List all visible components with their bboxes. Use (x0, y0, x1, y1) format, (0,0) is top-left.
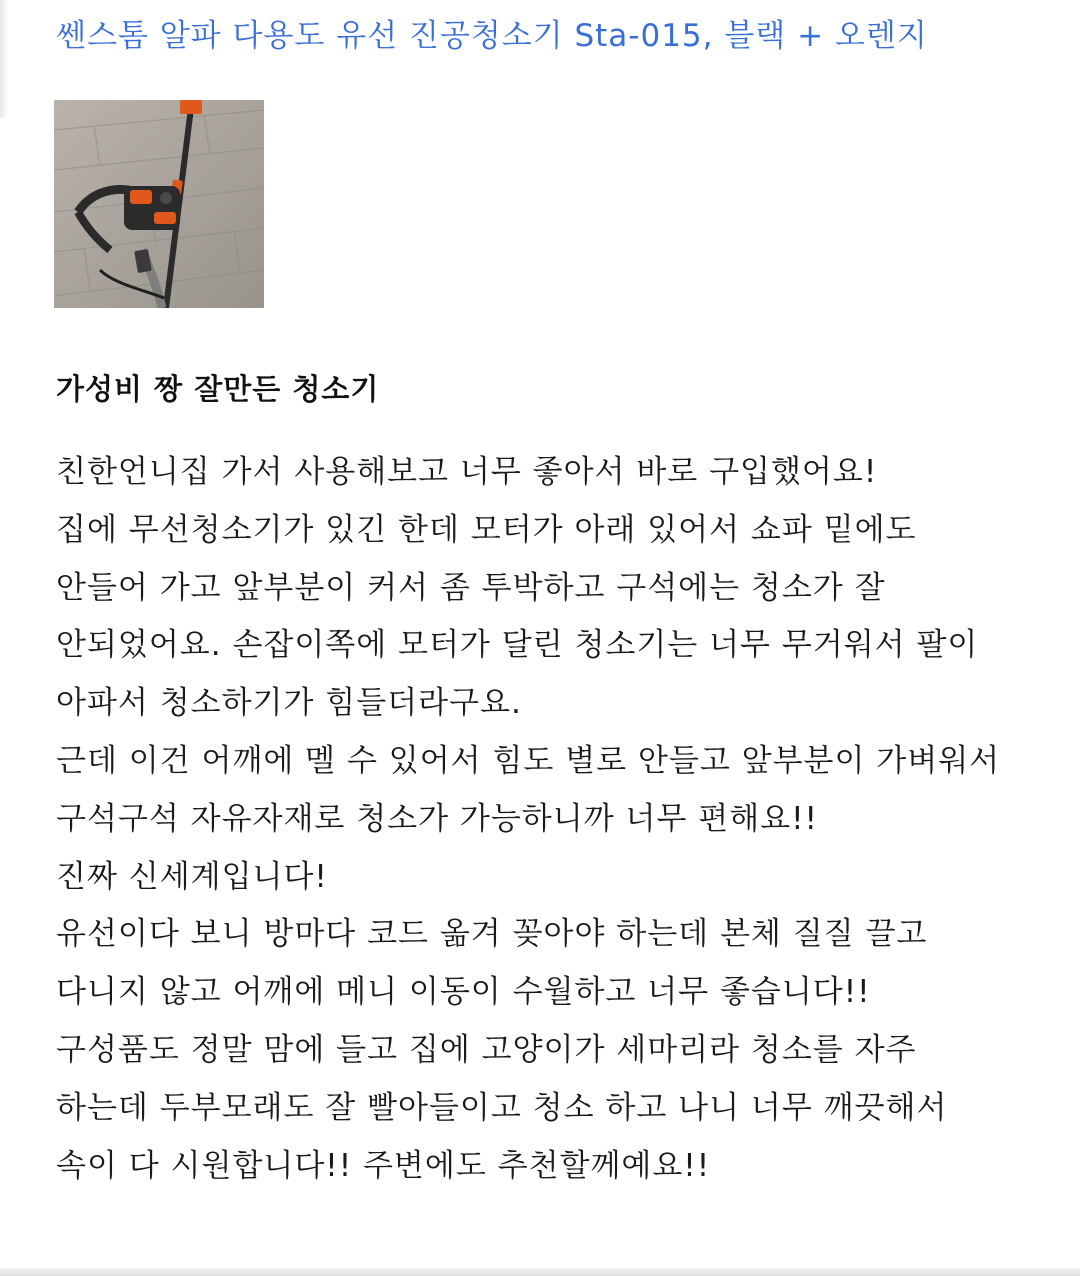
review-line: 유선이다 보니 방마다 코드 옮겨 꽂아야 하는데 본체 질질 끌고 (56, 916, 928, 953)
review-line: 안되었어요. 손잡이쪽에 모터가 달린 청소기는 너무 무거워서 팔이 (56, 627, 979, 664)
review-line: 구성품도 정말 맘에 들고 집에 고양이가 세마리라 청소를 자주 (56, 1031, 917, 1068)
review-line: 속이 다 시원합니다!! 주변에도 추천할께예요!! (56, 1147, 711, 1184)
review-line: 안들어 가고 앞부분이 커서 좀 투박하고 구석에는 청소가 잘 (56, 569, 886, 606)
review-line: 진짜 신세계입니다! (56, 858, 328, 895)
review-line: 아파서 청소하기가 힘들더라구요. (56, 685, 522, 722)
review-line: 근데 이건 어깨에 멜 수 있어서 힘도 별로 안들고 앞부분이 가벼워서 (56, 742, 1001, 779)
side-edge-shadow (0, 0, 8, 118)
bottom-divider (0, 1268, 1080, 1276)
review-title: 가성비 짱 잘만든 청소기 (56, 372, 380, 406)
review-line: 구석구석 자유자재로 청소가 가능하니까 너무 편해요!! (56, 800, 818, 837)
review-line: 하는데 두부모래도 잘 빨아들이고 청소 하고 나니 너무 깨끗해서 (56, 1089, 948, 1126)
vacuum-photo-image (54, 100, 264, 308)
review-photo-thumbnail[interactable] (54, 100, 264, 308)
review-line: 다니지 않고 어깨에 메니 이동이 수월하고 너무 좋습니다!! (56, 974, 871, 1011)
review-body (56, 444, 1056, 1195)
product-title-link[interactable]: 쎈스톰 알파 다용도 유선 진공청소기 Sta-015, 블랙 + 오렌지 (56, 18, 928, 54)
review-line: 친한언니집 가서 사용해보고 너무 좋아서 바로 구입했어요! (56, 454, 878, 490)
review-line: 집에 무선청소기가 있긴 한데 모터가 아래 있어서 쇼파 밑에도 (56, 511, 917, 548)
